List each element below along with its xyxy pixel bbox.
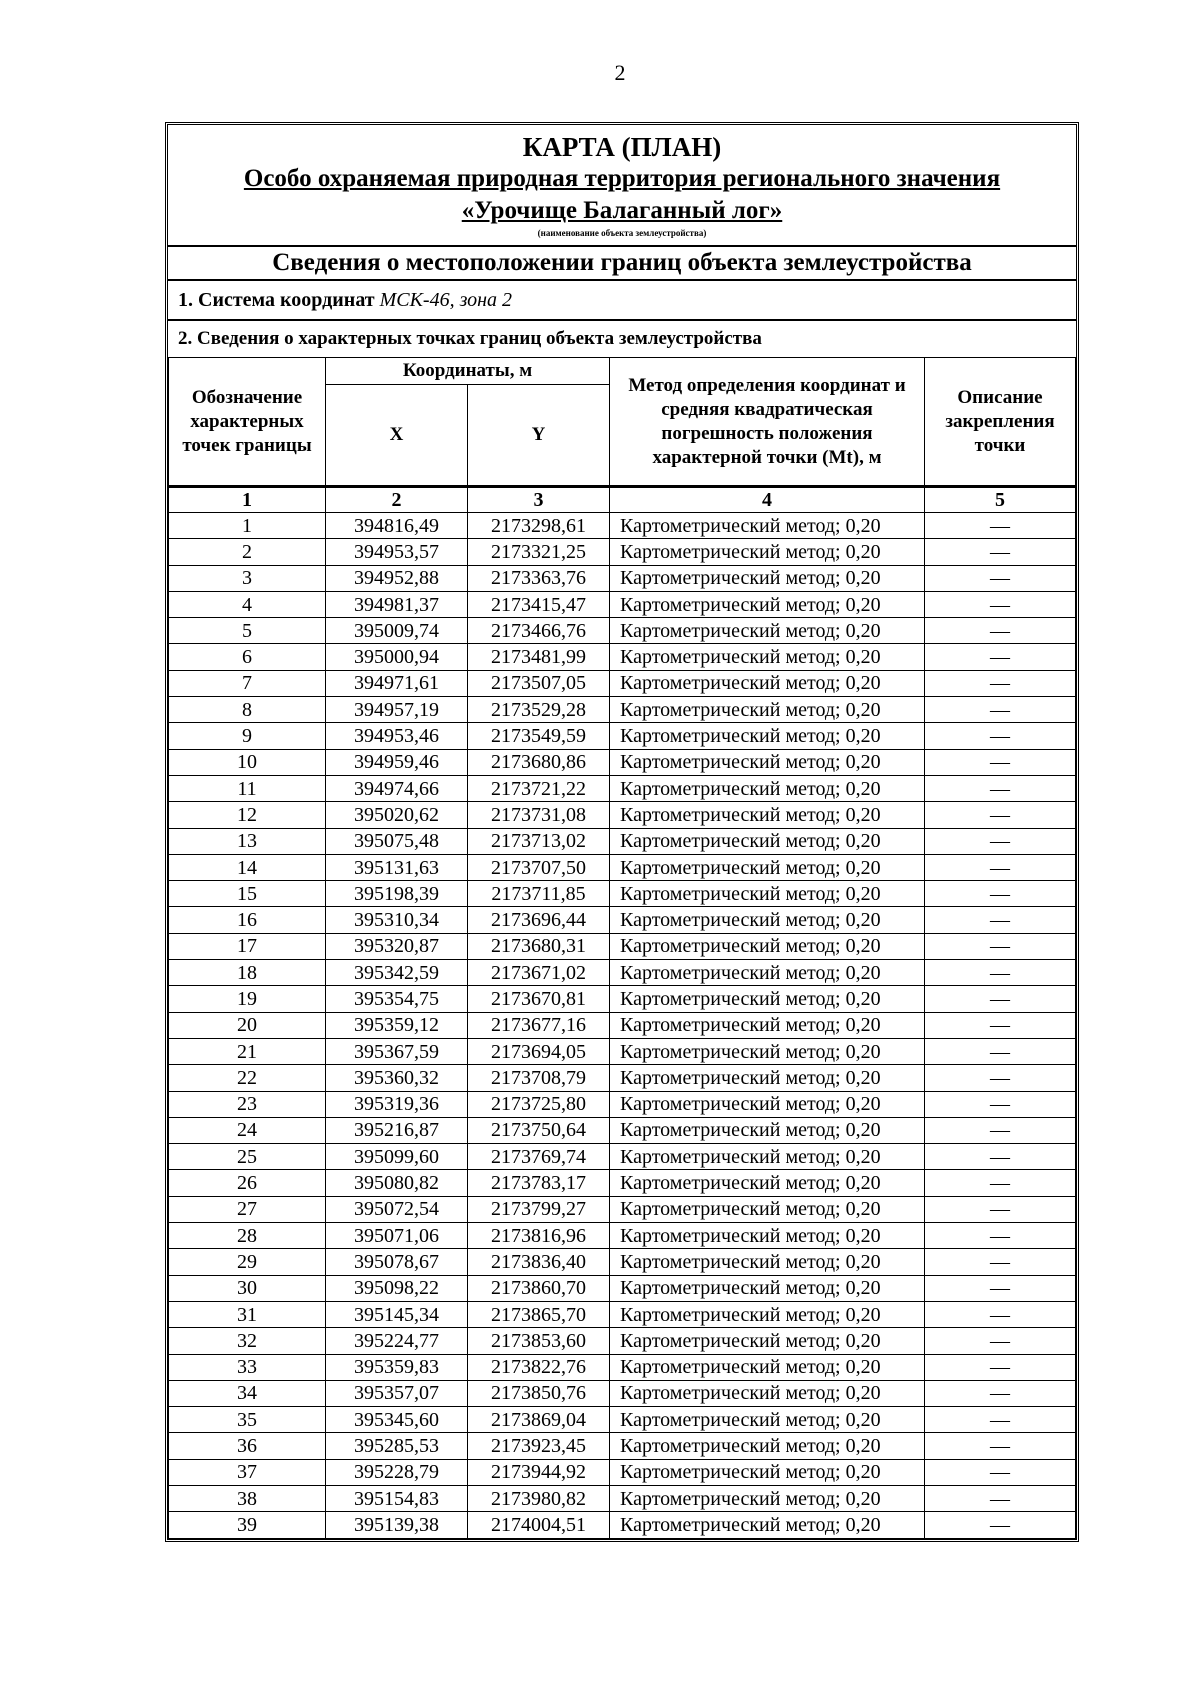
points-table — [168, 357, 1076, 1539]
x-coordinate-cell: 394816,49 — [326, 513, 468, 539]
table-row — [169, 1144, 1076, 1170]
method-cell: Картометрический метод; 0,20 — [610, 1301, 925, 1327]
method-cell: Картометрический метод; 0,20 — [610, 723, 925, 749]
table-row — [169, 1459, 1076, 1485]
method-cell: Картометрический метод; 0,20 — [610, 591, 925, 617]
description-cell: — — [925, 854, 1076, 880]
method-cell: Картометрический метод; 0,20 — [610, 539, 925, 565]
x-coordinate-cell: 395360,32 — [326, 1065, 468, 1091]
table-row — [169, 1433, 1076, 1459]
points-table-body — [169, 513, 1076, 1539]
x-coordinate-cell: 395228,79 — [326, 1459, 468, 1485]
method-cell: Картометрический метод; 0,20 — [610, 775, 925, 801]
point-number-cell: 39 — [169, 1512, 326, 1538]
x-coordinate-cell: 395098,22 — [326, 1275, 468, 1301]
description-cell: — — [925, 1433, 1076, 1459]
column-number: 2 — [326, 487, 468, 513]
y-coordinate-cell: 2173944,92 — [468, 1459, 610, 1485]
point-number-cell: 36 — [169, 1433, 326, 1459]
method-cell: Картометрический метод; 0,20 — [610, 1354, 925, 1380]
method-cell: Картометрический метод; 0,20 — [610, 881, 925, 907]
description-cell: — — [925, 1170, 1076, 1196]
point-number-cell: 7 — [169, 670, 326, 696]
point-number-cell: 22 — [169, 1065, 326, 1091]
y-coordinate-cell: 2173853,60 — [468, 1328, 610, 1354]
table-row — [169, 907, 1076, 933]
header-x: X — [326, 385, 468, 487]
y-coordinate-cell: 2173713,02 — [468, 828, 610, 854]
point-number-cell: 1 — [169, 513, 326, 539]
x-coordinate-cell: 395154,83 — [326, 1485, 468, 1511]
title-caption: (наименование объекта землеустройства) — [537, 228, 707, 238]
description-cell: — — [925, 1065, 1076, 1091]
table-row — [169, 1038, 1076, 1064]
x-coordinate-cell: 395078,67 — [326, 1249, 468, 1275]
method-cell: Картометрический метод; 0,20 — [610, 828, 925, 854]
point-number-cell: 18 — [169, 960, 326, 986]
y-coordinate-cell: 2173680,86 — [468, 749, 610, 775]
y-coordinate-cell: 2173707,50 — [468, 854, 610, 880]
x-coordinate-cell: 395342,59 — [326, 960, 468, 986]
coord-system-value: МСК-46, зона 2 — [379, 289, 513, 311]
page-number: 2 — [614, 60, 626, 85]
table-row — [169, 960, 1076, 986]
point-number-cell: 26 — [169, 1170, 326, 1196]
method-cell: Картометрический метод; 0,20 — [610, 1038, 925, 1064]
x-coordinate-cell: 395319,36 — [326, 1091, 468, 1117]
point-number-cell: 12 — [169, 802, 326, 828]
table-row — [169, 513, 1076, 539]
x-coordinate-cell: 395139,38 — [326, 1512, 468, 1538]
table-row — [169, 802, 1076, 828]
x-coordinate-cell: 395320,87 — [326, 933, 468, 959]
table-row — [169, 1328, 1076, 1354]
description-cell: — — [925, 749, 1076, 775]
y-coordinate-cell: 2173415,47 — [468, 591, 610, 617]
description-cell: — — [925, 907, 1076, 933]
column-number: 4 — [610, 487, 925, 513]
method-cell: Картометрический метод; 0,20 — [610, 1485, 925, 1511]
table-row — [169, 1249, 1076, 1275]
point-number-cell: 6 — [169, 644, 326, 670]
x-coordinate-cell: 395367,59 — [326, 1038, 468, 1064]
description-cell: — — [925, 1117, 1076, 1143]
header-designation: Обозначение характерных точек границы — [169, 358, 326, 487]
table-row — [169, 618, 1076, 644]
y-coordinate-cell: 2173549,59 — [468, 723, 610, 749]
method-cell: Картометрический метод; 0,20 — [610, 513, 925, 539]
header-description: Описание закрепления точки — [925, 358, 1076, 487]
description-cell: — — [925, 802, 1076, 828]
table-row — [169, 881, 1076, 907]
y-coordinate-cell: 2173731,08 — [468, 802, 610, 828]
y-coordinate-cell: 2173694,05 — [468, 1038, 610, 1064]
table-row — [169, 644, 1076, 670]
method-cell: Картометрический метод; 0,20 — [610, 1380, 925, 1406]
y-coordinate-cell: 2173850,76 — [468, 1380, 610, 1406]
point-number-cell: 28 — [169, 1223, 326, 1249]
description-cell: — — [925, 644, 1076, 670]
x-coordinate-cell: 394957,19 — [326, 697, 468, 723]
x-coordinate-cell: 395072,54 — [326, 1196, 468, 1222]
y-coordinate-cell: 2173363,76 — [468, 565, 610, 591]
point-number-cell: 24 — [169, 1117, 326, 1143]
description-cell: — — [925, 1328, 1076, 1354]
description-cell: — — [925, 565, 1076, 591]
table-row — [169, 986, 1076, 1012]
method-cell: Картометрический метод; 0,20 — [610, 1249, 925, 1275]
description-cell: — — [925, 775, 1076, 801]
x-coordinate-cell: 395075,48 — [326, 828, 468, 854]
x-coordinate-cell: 394953,57 — [326, 539, 468, 565]
method-cell: Картометрический метод; 0,20 — [610, 644, 925, 670]
y-coordinate-cell: 2173507,05 — [468, 670, 610, 696]
y-coordinate-cell: 2173725,80 — [468, 1091, 610, 1117]
y-coordinate-cell: 2173481,99 — [468, 644, 610, 670]
description-cell: — — [925, 1091, 1076, 1117]
y-coordinate-cell: 2174004,51 — [468, 1512, 610, 1538]
y-coordinate-cell: 2173696,44 — [468, 907, 610, 933]
point-number-cell: 20 — [169, 1012, 326, 1038]
y-coordinate-cell: 2173799,27 — [468, 1196, 610, 1222]
point-number-cell: 5 — [169, 618, 326, 644]
y-coordinate-cell: 2173769,74 — [468, 1144, 610, 1170]
method-cell: Картометрический метод; 0,20 — [610, 933, 925, 959]
table-row — [169, 1091, 1076, 1117]
x-coordinate-cell: 395020,62 — [326, 802, 468, 828]
y-coordinate-cell: 2173750,64 — [468, 1117, 610, 1143]
table-row — [169, 933, 1076, 959]
x-coordinate-cell: 394953,46 — [326, 723, 468, 749]
description-cell: — — [925, 670, 1076, 696]
y-coordinate-cell: 2173980,82 — [468, 1485, 610, 1511]
point-number-cell: 25 — [169, 1144, 326, 1170]
point-number-cell: 17 — [169, 933, 326, 959]
x-coordinate-cell: 394952,88 — [326, 565, 468, 591]
table-row — [169, 1065, 1076, 1091]
method-cell: Картометрический метод; 0,20 — [610, 986, 925, 1012]
description-cell: — — [925, 1249, 1076, 1275]
x-coordinate-cell: 395359,12 — [326, 1012, 468, 1038]
x-coordinate-cell: 395216,87 — [326, 1117, 468, 1143]
description-cell: — — [925, 933, 1076, 959]
header-y: Y — [468, 385, 610, 487]
table-row — [169, 723, 1076, 749]
point-number-cell: 2 — [169, 539, 326, 565]
y-coordinate-cell: 2173321,25 — [468, 539, 610, 565]
table-row — [169, 591, 1076, 617]
territory-name: «Урочище Балаганный лог» — [461, 197, 783, 224]
y-coordinate-cell: 2173671,02 — [468, 960, 610, 986]
method-cell: Картометрический метод; 0,20 — [610, 670, 925, 696]
method-cell: Картометрический метод; 0,20 — [610, 1407, 925, 1433]
table-row — [169, 1380, 1076, 1406]
description-cell: — — [925, 1012, 1076, 1038]
description-cell: — — [925, 539, 1076, 565]
table-row — [169, 1407, 1076, 1433]
method-cell: Картометрический метод; 0,20 — [610, 618, 925, 644]
header-method: Метод определения координат и средняя квадратическая погрешность положения характерной точки (Mt), м — [610, 358, 925, 487]
y-coordinate-cell: 2173783,17 — [468, 1170, 610, 1196]
x-coordinate-cell: 395145,34 — [326, 1301, 468, 1327]
description-cell: — — [925, 1038, 1076, 1064]
x-coordinate-cell: 394959,46 — [326, 749, 468, 775]
point-number-cell: 8 — [169, 697, 326, 723]
points-heading: 2. Сведения о характерных точках границ объекта землеустройства — [168, 319, 1076, 357]
description-cell: — — [925, 1223, 1076, 1249]
description-cell: — — [925, 723, 1076, 749]
method-cell: Картометрический метод; 0,20 — [610, 907, 925, 933]
coord-system-label: 1. Система координат — [178, 289, 375, 311]
document-title: КАРТА (ПЛАН) — [522, 132, 722, 162]
point-number-cell: 4 — [169, 591, 326, 617]
x-coordinate-cell: 395080,82 — [326, 1170, 468, 1196]
table-row — [169, 1196, 1076, 1222]
description-cell: — — [925, 513, 1076, 539]
point-number-cell: 38 — [169, 1485, 326, 1511]
point-number-cell: 33 — [169, 1354, 326, 1380]
description-cell: — — [925, 960, 1076, 986]
column-number: 3 — [468, 487, 610, 513]
description-cell: — — [925, 618, 1076, 644]
description-cell: — — [925, 591, 1076, 617]
method-cell: Картометрический метод; 0,20 — [610, 1144, 925, 1170]
territory-type: Особо охраняемая природная территория регионального значения — [243, 165, 1001, 192]
description-cell: — — [925, 1380, 1076, 1406]
point-number-cell: 32 — [169, 1328, 326, 1354]
x-coordinate-cell: 395131,63 — [326, 854, 468, 880]
method-cell: Картометрический метод; 0,20 — [610, 1459, 925, 1485]
table-row — [169, 1512, 1076, 1538]
table-row — [169, 697, 1076, 723]
y-coordinate-cell: 2173529,28 — [468, 697, 610, 723]
method-cell: Картометрический метод; 0,20 — [610, 802, 925, 828]
table-row — [169, 1275, 1076, 1301]
point-number-cell: 21 — [169, 1038, 326, 1064]
x-coordinate-cell: 394981,37 — [326, 591, 468, 617]
y-coordinate-cell: 2173677,16 — [468, 1012, 610, 1038]
point-number-cell: 27 — [169, 1196, 326, 1222]
method-cell: Картометрический метод; 0,20 — [610, 1117, 925, 1143]
y-coordinate-cell: 2173923,45 — [468, 1433, 610, 1459]
table-row — [169, 1301, 1076, 1327]
x-coordinate-cell: 394971,61 — [326, 670, 468, 696]
y-coordinate-cell: 2173865,70 — [468, 1301, 610, 1327]
table-row — [169, 1012, 1076, 1038]
y-coordinate-cell: 2173298,61 — [468, 513, 610, 539]
point-number-cell: 31 — [169, 1301, 326, 1327]
x-coordinate-cell: 394974,66 — [326, 775, 468, 801]
point-number-cell: 37 — [169, 1459, 326, 1485]
description-cell: — — [925, 1275, 1076, 1301]
method-cell: Картометрический метод; 0,20 — [610, 1012, 925, 1038]
point-number-cell: 11 — [169, 775, 326, 801]
x-coordinate-cell: 395000,94 — [326, 644, 468, 670]
point-number-cell: 30 — [169, 1275, 326, 1301]
x-coordinate-cell: 395224,77 — [326, 1328, 468, 1354]
method-cell: Картометрический метод; 0,20 — [610, 1433, 925, 1459]
method-cell: Картометрический метод; 0,20 — [610, 960, 925, 986]
x-coordinate-cell: 395071,06 — [326, 1223, 468, 1249]
y-coordinate-cell: 2173680,31 — [468, 933, 610, 959]
description-cell: — — [925, 986, 1076, 1012]
method-cell: Картометрический метод; 0,20 — [610, 1196, 925, 1222]
y-coordinate-cell: 2173836,40 — [468, 1249, 610, 1275]
method-cell: Картометрический метод; 0,20 — [610, 1328, 925, 1354]
x-coordinate-cell: 395359,83 — [326, 1354, 468, 1380]
point-number-cell: 19 — [169, 986, 326, 1012]
description-cell: — — [925, 828, 1076, 854]
coord-system-row — [168, 279, 1076, 319]
y-coordinate-cell: 2173708,79 — [468, 1065, 610, 1091]
description-cell: — — [925, 1459, 1076, 1485]
description-cell: — — [925, 1301, 1076, 1327]
description-cell: — — [925, 1407, 1076, 1433]
description-cell: — — [925, 697, 1076, 723]
x-coordinate-cell: 395310,34 — [326, 907, 468, 933]
y-coordinate-cell: 2173711,85 — [468, 881, 610, 907]
description-cell: — — [925, 881, 1076, 907]
y-coordinate-cell: 2173816,96 — [468, 1223, 610, 1249]
x-coordinate-cell: 395198,39 — [326, 881, 468, 907]
table-row — [169, 1485, 1076, 1511]
table-row — [169, 749, 1076, 775]
method-cell: Картометрический метод; 0,20 — [610, 749, 925, 775]
column-number: 1 — [169, 487, 326, 513]
y-coordinate-cell: 2173721,22 — [468, 775, 610, 801]
description-cell: — — [925, 1512, 1076, 1538]
point-number-cell: 23 — [169, 1091, 326, 1117]
table-row — [169, 670, 1076, 696]
description-cell: — — [925, 1485, 1076, 1511]
table-row — [169, 1354, 1076, 1380]
point-number-cell: 14 — [169, 854, 326, 880]
table-row — [169, 539, 1076, 565]
header-coordinates: Координаты, м — [326, 358, 610, 385]
table-row — [169, 565, 1076, 591]
method-cell: Картометрический метод; 0,20 — [610, 565, 925, 591]
method-cell: Картометрический метод; 0,20 — [610, 697, 925, 723]
method-cell: Картометрический метод; 0,20 — [610, 1065, 925, 1091]
table-row — [169, 1117, 1076, 1143]
method-cell: Картометрический метод; 0,20 — [610, 1512, 925, 1538]
point-number-cell: 29 — [169, 1249, 326, 1275]
y-coordinate-cell: 2173822,76 — [468, 1354, 610, 1380]
y-coordinate-cell: 2173670,81 — [468, 986, 610, 1012]
document-form — [165, 122, 1079, 1542]
description-cell: — — [925, 1354, 1076, 1380]
method-cell: Картометрический метод; 0,20 — [610, 1275, 925, 1301]
description-cell: — — [925, 1196, 1076, 1222]
point-number-cell: 3 — [169, 565, 326, 591]
x-coordinate-cell: 395009,74 — [326, 618, 468, 644]
point-number-cell: 34 — [169, 1380, 326, 1406]
method-cell: Картометрический метод; 0,20 — [610, 1091, 925, 1117]
point-number-cell: 35 — [169, 1407, 326, 1433]
point-number-cell: 10 — [169, 749, 326, 775]
point-number-cell: 16 — [169, 907, 326, 933]
method-cell: Картометрический метод; 0,20 — [610, 1170, 925, 1196]
table-row — [169, 828, 1076, 854]
description-cell: — — [925, 1144, 1076, 1170]
x-coordinate-cell: 395345,60 — [326, 1407, 468, 1433]
column-number: 5 — [925, 487, 1076, 513]
table-row — [169, 1170, 1076, 1196]
method-cell: Картометрический метод; 0,20 — [610, 854, 925, 880]
point-number-cell: 9 — [169, 723, 326, 749]
title-block — [168, 125, 1076, 245]
point-number-cell: 15 — [169, 881, 326, 907]
x-coordinate-cell: 395099,60 — [326, 1144, 468, 1170]
table-row — [169, 854, 1076, 880]
y-coordinate-cell: 2173466,76 — [468, 618, 610, 644]
y-coordinate-cell: 2173860,70 — [468, 1275, 610, 1301]
section-heading: Сведения о местоположении границ объекта землеустройства — [168, 245, 1076, 279]
point-number-cell: 13 — [169, 828, 326, 854]
table-row — [169, 775, 1076, 801]
x-coordinate-cell: 395357,07 — [326, 1380, 468, 1406]
x-coordinate-cell: 395354,75 — [326, 986, 468, 1012]
x-coordinate-cell: 395285,53 — [326, 1433, 468, 1459]
y-coordinate-cell: 2173869,04 — [468, 1407, 610, 1433]
method-cell: Картометрический метод; 0,20 — [610, 1223, 925, 1249]
table-row — [169, 1223, 1076, 1249]
